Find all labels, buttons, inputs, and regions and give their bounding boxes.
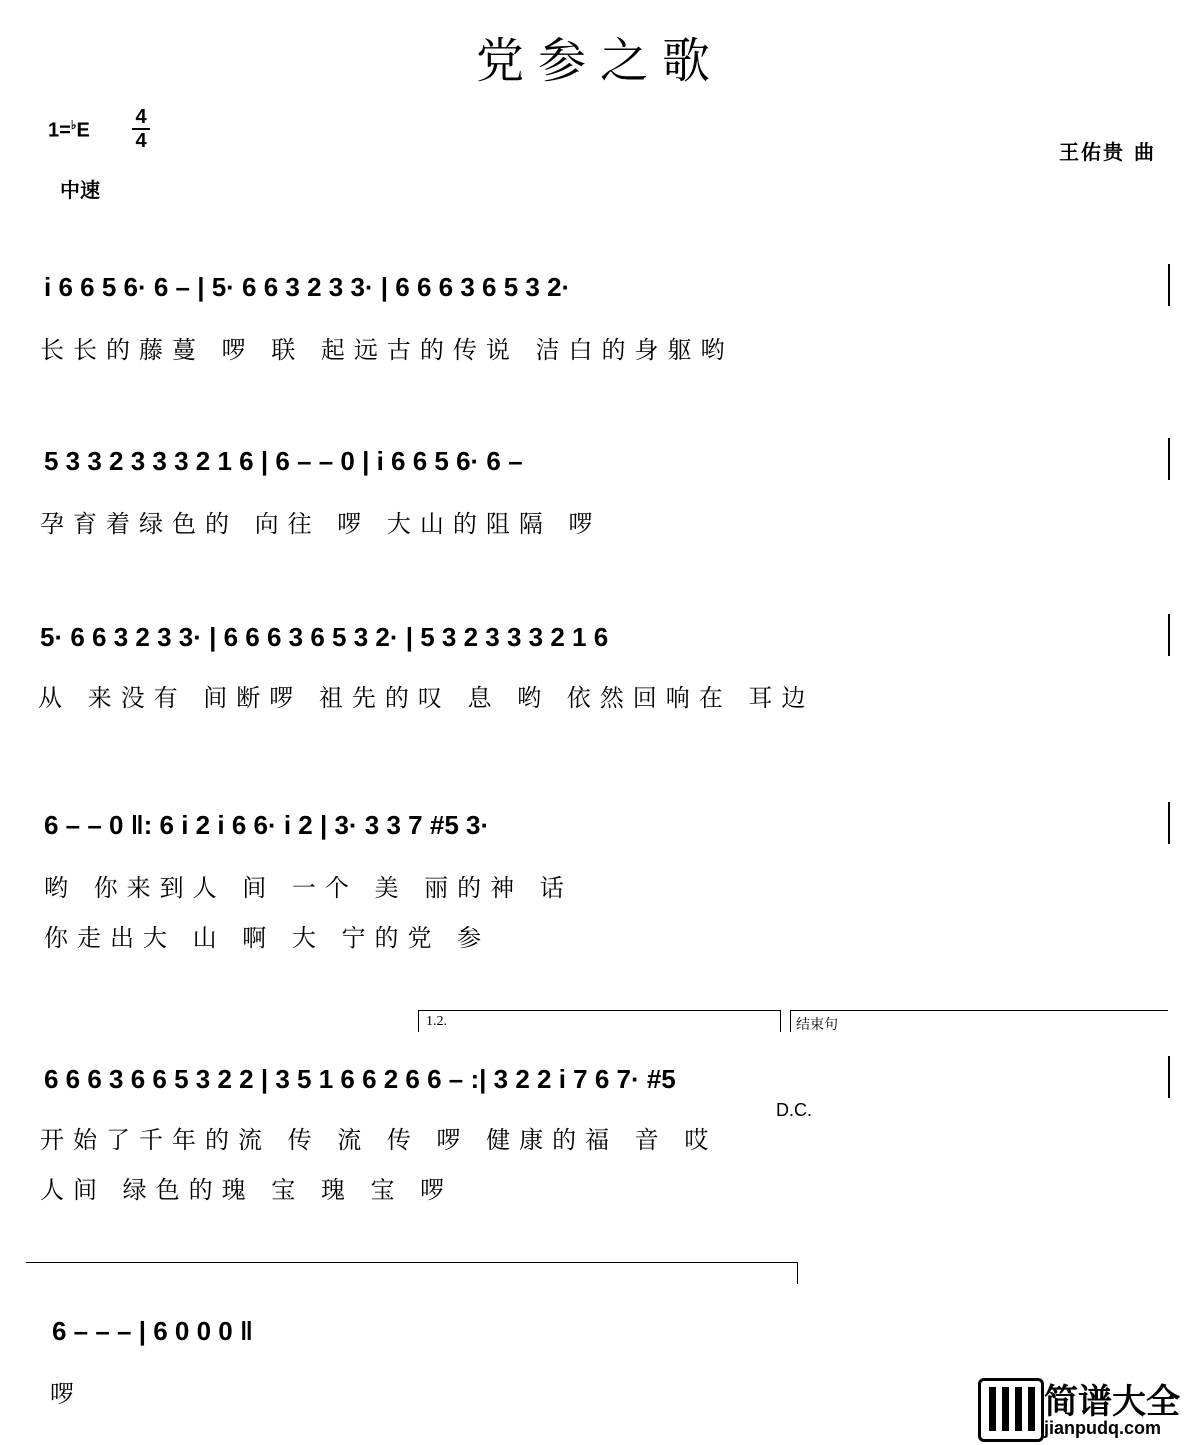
ending-bracket-right — [797, 1262, 798, 1284]
lyric-row-3: 从 来没有 间断啰 祖先的叹 息 哟 依然回响在 耳边 — [38, 684, 815, 712]
volta-bracket-right — [780, 1010, 781, 1032]
piano-logo-icon — [978, 1378, 1044, 1442]
key-note: E — [76, 119, 90, 142]
key-prefix: 1= — [48, 119, 71, 142]
bar-line — [1168, 802, 1170, 844]
notation-row-3: 5· 6 6 3 2 3 3· | 6 6 6 3 6 5 3 2· | 5 3 2 3 3 3 2 1 6 — [40, 622, 609, 652]
ending-bracket — [26, 1262, 798, 1263]
volta-end-left — [790, 1010, 791, 1032]
tempo-marking: 中速 — [60, 178, 100, 202]
notation-row-2: 5 3 3 2 3 3 3 2 1 6 | 6 – – 0 | i 6 6 5 6· 6 – — [44, 446, 523, 476]
notation-row-5: 6 6 6 3 6 6 5 3 2 2 | 3 5 1 6 6 2 6 6 – :| 3 2 2 i 7 6 7· #5 — [44, 1064, 676, 1094]
logo-name: 简谱大全 — [1044, 1382, 1180, 1422]
lyric-row-5b: 人间 绿色的瑰 宝 瑰 宝 啰 — [40, 1176, 454, 1204]
lyric-row-5a: 开始了千年的流 传 流 传 啰 健康的福 音 哎 — [40, 1126, 718, 1154]
volta-bracket-end — [790, 1010, 1168, 1011]
key-signature — [48, 118, 90, 143]
song-title: 党参之歌 — [475, 33, 724, 89]
flat-sign: ♭ — [70, 118, 77, 132]
lyric-row-4a: 哟 你来到人 间 一个 美 丽的神 话 — [44, 874, 573, 902]
volta-bracket-1 — [418, 1010, 780, 1011]
time-signature — [130, 106, 152, 152]
notation-row-6: 6 – – – | 6 0 0 0 ‖ — [52, 1316, 253, 1346]
volta-1-label: 1.2. — [426, 1014, 447, 1029]
bar-line — [1168, 1056, 1170, 1098]
bar-line — [1168, 264, 1170, 306]
notation-row-4: 6 – – 0 ‖: 6 i 2 i 6 6· i 2 | 3· 3 3 7 #5 3· — [44, 810, 490, 840]
notation-row-1: i 6 6 5 6· 6 – | 5· 6 6 3 2 3 3· | 6 6 6 3 6 5 3 2· — [44, 272, 571, 302]
volta-bracket-left — [418, 1010, 419, 1032]
logo-url: jianpudq.com — [1044, 1418, 1161, 1438]
time-top: 4 — [135, 106, 147, 128]
lyric-row-4b: 你走出大 山 啊 大 宁的党 参 — [44, 924, 491, 952]
bar-line — [1168, 438, 1170, 480]
time-bottom: 4 — [135, 130, 147, 152]
lyric-row-2: 孕育着绿色的 向往 啰 大山的阻隔 啰 — [40, 510, 602, 538]
bar-line — [1168, 614, 1170, 656]
lyric-row-1: 长长的藤蔓 啰 联 起远古的传说 洁白的身躯哟 — [40, 336, 734, 364]
lyric-row-6: 啰 — [50, 1380, 83, 1408]
da-capo-marking: D.C. — [776, 1100, 812, 1120]
composer-credit: 王佑贵 曲 — [1059, 140, 1156, 164]
volta-end-label: 结束句 — [796, 1018, 838, 1033]
